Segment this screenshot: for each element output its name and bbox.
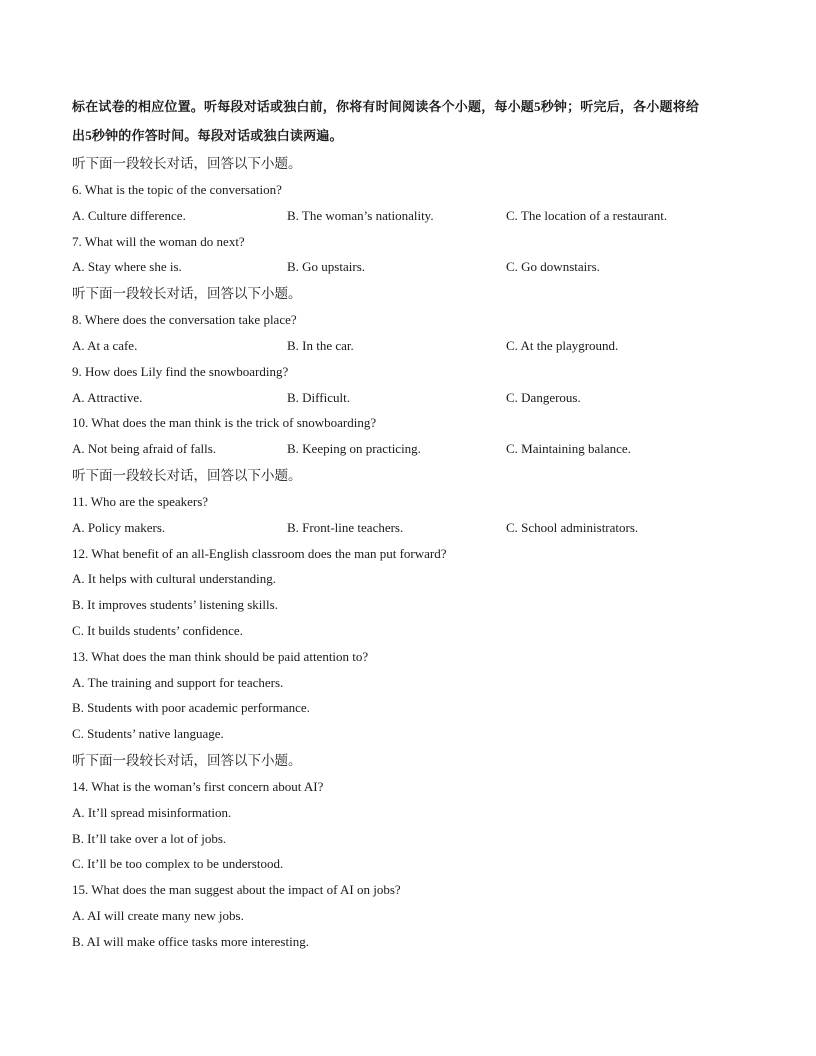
question-11-option-c[interactable]: C. School administrators. [506,519,639,535]
question-6-option-c[interactable]: C. The location of a restaurant. [506,207,668,223]
instructions-line-2: 出5秒钟的作答时间。每段对话或独白读两遍。 [72,128,343,143]
question-6-option-a[interactable]: A. Culture difference. [72,207,186,223]
question-11-option-b[interactable]: B. Front-line teachers. [287,519,404,535]
question-14: 14. What is the woman’s first concern about AI? [72,778,324,794]
question-12-option-c[interactable]: C. It builds students’ confidence. [72,622,243,638]
section-heading-4: 听下面一段较长对话，回答以下小题。 [72,752,302,768]
section-heading-2: 听下面一段较长对话，回答以下小题。 [72,286,302,302]
question-10-option-b[interactable]: B. Keeping on practicing. [287,441,421,457]
question-10-option-a[interactable]: A. Not being afraid of falls. [72,441,217,457]
instructions-line-1: 标在试卷的相应位置。听每段对话或独白前，你将有时间阅读各个小题，每小题5秒钟；听完后，各小题将给 [72,99,700,114]
section-heading-3: 听下面一段较长对话，回答以下小题。 [72,467,302,483]
question-15-option-a[interactable]: A. AI will create many new jobs. [72,907,244,923]
question-11-option-a[interactable]: A. Policy makers. [72,519,166,535]
question-9-option-c[interactable]: C. Dangerous. [506,389,581,405]
question-13-option-a[interactable]: A. The training and support for teachers. [72,674,284,690]
question-7: 7. What will the woman do next? [72,233,245,249]
question-6-options [72,203,752,229]
question-15-option-b[interactable]: B. AI will make office tasks more interesting. [72,933,309,949]
question-10-options [72,436,752,462]
question-14-option-c[interactable]: C. It’ll be too complex to be understood. [72,856,284,872]
question-13-option-c[interactable]: C. Students’ native language. [72,726,224,742]
question-6: 6. What is the topic of the conversation? [72,182,282,197]
question-7-option-c[interactable]: C. Go downstairs. [506,259,600,275]
question-13: 13. What does the man think should be paid attention to? [72,648,369,664]
question-8: 8. Where does the conversation take place? [72,312,297,328]
question-9-option-a[interactable]: A. Attractive. [72,389,143,405]
question-13-option-b[interactable]: B. Students with poor academic performance. [72,700,310,716]
question-8-options [72,333,752,359]
question-15: 15. What does the man suggest about the impact of AI on jobs? [72,882,401,898]
question-8-option-a[interactable]: A. At a cafe. [72,337,138,353]
question-9-options [72,385,752,411]
question-11: 11. Who are the speakers? [72,493,209,509]
question-7-options [72,254,752,280]
question-9-option-b[interactable]: B. Difficult. [287,389,350,405]
question-12-option-a[interactable]: A. It helps with cultural understanding. [72,571,276,587]
question-14-option-b[interactable]: B. It’ll take over a lot of jobs. [72,830,227,846]
question-6-option-b[interactable]: B. The woman’s nationality. [287,207,434,223]
exam-page [72,92,752,955]
section-heading-1: 听下面一段较长对话，回答以下小题。 [72,156,302,171]
question-8-option-b[interactable]: B. In the car. [287,337,354,353]
question-11-options [72,515,752,541]
question-12: 12. What benefit of an all-English classroom does the man put forward? [72,545,447,561]
question-14-option-a[interactable]: A. It’ll spread misinformation. [72,804,232,820]
question-12-option-b[interactable]: B. It improves students’ listening skills. [72,597,278,613]
question-7-option-b[interactable]: B. Go upstairs. [287,259,365,275]
question-9: 9. How does Lily find the snowboarding? [72,363,289,379]
question-8-option-c[interactable]: C. At the playground. [506,337,619,353]
question-10-option-c[interactable]: C. Maintaining balance. [506,441,631,457]
question-10: 10. What does the man think is the trick of snowboarding? [72,415,377,431]
question-7-option-a[interactable]: A. Stay where she is. [72,259,182,275]
instructions [72,92,752,150]
